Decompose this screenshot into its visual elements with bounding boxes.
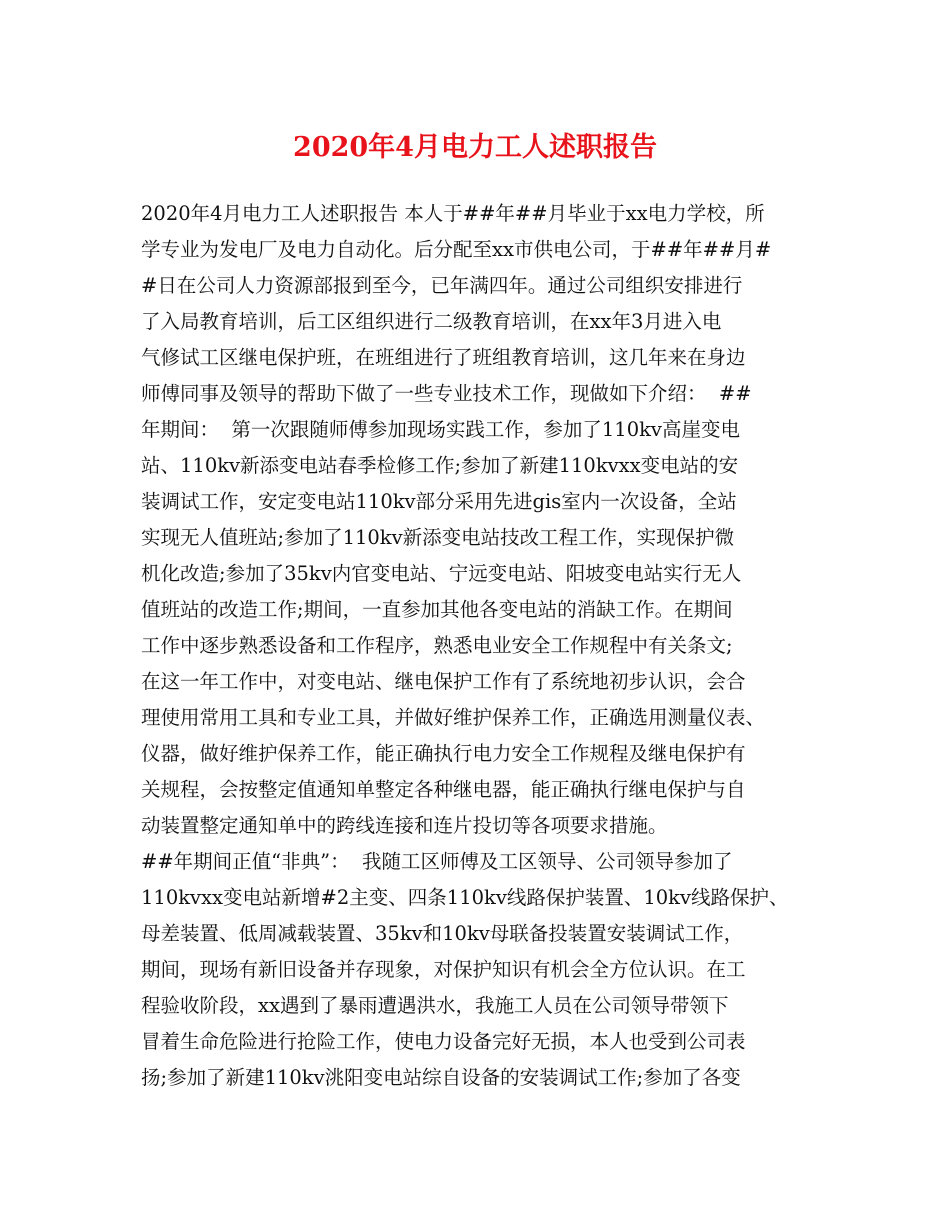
- body-line: 110kvxx变电站新增#2主变、四条110kv线路保护装置、10kv线路保护、: [141, 886, 789, 909]
- body-line: 程验收阶段，xx遇到了暴雨遭遇洪水，我施工人员在公司领导带领下: [141, 994, 729, 1017]
- body-line: 仪器，做好维护保养工作，能正确执行电力安全工作规程及继电保护有: [141, 742, 746, 765]
- body-line: 期间，现场有新旧设备并存现象，对保护知识有机会全方位认识。在工: [141, 958, 746, 981]
- body-line: 母差装置、低周减载装置、35kv和10kv母联备投装置安装调试工作，: [141, 922, 744, 945]
- document-body: [141, 196, 831, 1096]
- body-line: 学专业为发电厂及电力自动化。后分配至xx市供电公司，于##年##月#: [141, 238, 772, 261]
- body-line: 动装置整定通知单中的跨线连接和连片投切等各项要求措施。: [141, 814, 668, 837]
- body-line: 机化改造;参加了35kv内官变电站、宁远变电站、阳坡变电站实行无人: [141, 562, 742, 585]
- body-line: 站、110kv新添变电站春季检修工作;参加了新建110kvxx变电站的安: [141, 454, 739, 477]
- body-line: 关规程，会按整定值通知单整定各种继电器，能正确执行继电保护与自: [141, 778, 746, 801]
- body-line: 在这一年工作中，对变电站、继电保护工作有了系统地初步认识，会合: [141, 670, 746, 693]
- body-line: 师傅同事及领导的帮助下做了一些专业技术工作，现做如下介绍： ##: [141, 382, 752, 405]
- body-line: 理使用常用工具和专业工具，并做好维护保养工作，正确选用测量仪表、: [141, 706, 766, 729]
- body-line: #日在公司人力资源部报到至今，已年满四年。通过公司组织安排进行: [141, 274, 743, 297]
- body-line: 气修试工区继电保护班，在班组进行了班组教育培训，这几年来在身边: [141, 346, 746, 369]
- document-title: 2020年4月电力工人述职报告: [293, 132, 657, 163]
- body-line: 工作中逐步熟悉设备和工作程序，熟悉电业安全工作规程中有关条文;: [141, 634, 733, 657]
- body-line: 值班站的改造工作;期间，一直参加其他各变电站的消缺工作。在期间: [141, 598, 733, 621]
- body-line: 实现无人值班站;参加了110kv新添变电站技改工程工作，实现保护微: [141, 526, 735, 549]
- body-line: ##年期间正值“非典”： 我随工区师傅及工区领导、公司领导参加了: [141, 850, 733, 873]
- body-line: 了入局教育培训，后工区组织进行二级教育培训，在xx年3月进入电: [141, 310, 722, 333]
- body-line: 扬;参加了新建110kv洮阳变电站综自设备的安装调试工作;参加了各变: [141, 1066, 741, 1089]
- body-line: 冒着生命危险进行抢险工作，使电力设备完好无损，本人也受到公司表: [141, 1030, 746, 1053]
- body-line: 2020年4月电力工人述职报告 本人于##年##月毕业于xx电力学校，所: [141, 202, 765, 225]
- body-line: 年期间： 第一次跟随师傅参加现场实践工作，参加了110kv高崖变电: [141, 418, 740, 441]
- body-line: 装调试工作，安定变电站110kv部分采用先进gis室内一次设备，全站: [141, 490, 737, 513]
